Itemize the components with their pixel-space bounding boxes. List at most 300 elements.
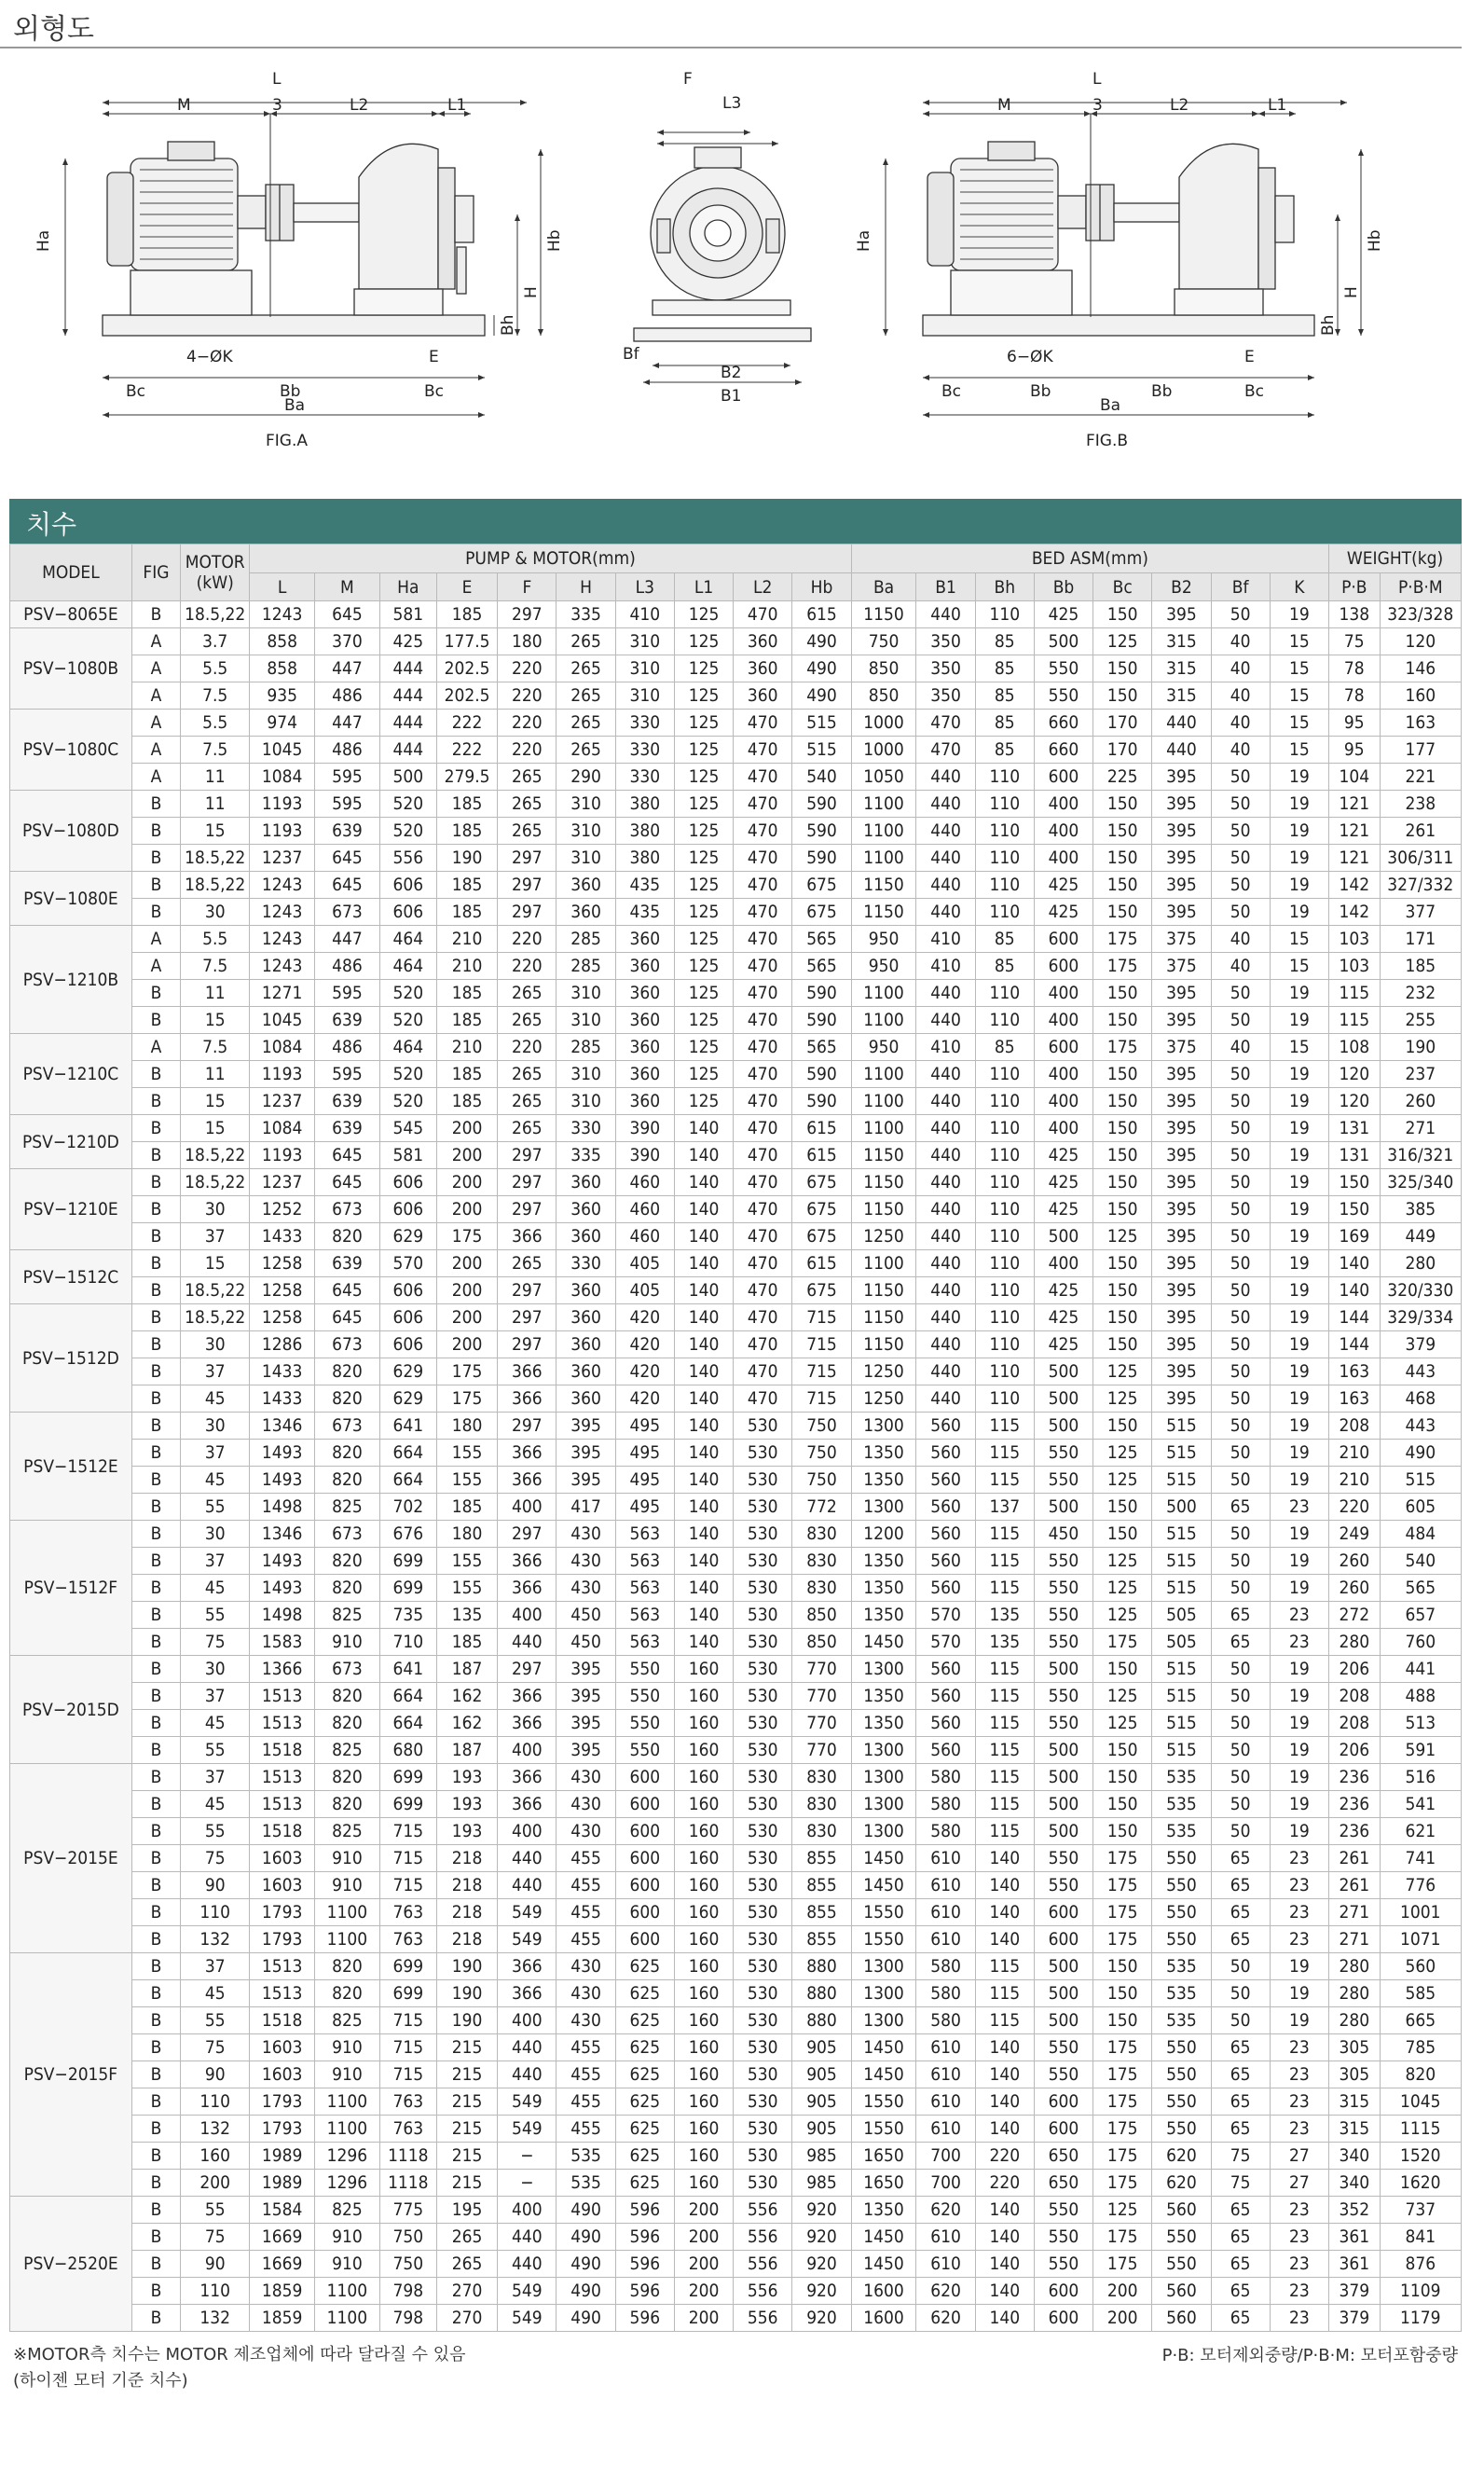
table-cell: 23 bbox=[1270, 2305, 1328, 2332]
table-cell: 1193 bbox=[250, 818, 315, 845]
table-cell: 115 bbox=[975, 1656, 1034, 1683]
header-model: MODEL bbox=[10, 544, 132, 601]
table-cell: 50 bbox=[1211, 818, 1270, 845]
table-cell: 366 bbox=[498, 1575, 556, 1602]
table-cell: 715 bbox=[792, 1304, 851, 1331]
table-cell: 110 bbox=[181, 2278, 250, 2305]
table-cell: 366 bbox=[498, 1980, 556, 2007]
table-cell: 270 bbox=[436, 2305, 497, 2332]
table-cell: 140 bbox=[674, 1277, 733, 1304]
table-cell: 600 bbox=[1034, 2278, 1092, 2305]
table-cell: 162 bbox=[436, 1683, 497, 1710]
table-cell: 460 bbox=[615, 1223, 674, 1250]
table-cell: 140 bbox=[1329, 1250, 1381, 1277]
table-cell: 125 bbox=[674, 845, 733, 872]
table-cell: 530 bbox=[734, 2034, 792, 2061]
table-cell: 115 bbox=[975, 1521, 1034, 1548]
table-cell: 440 bbox=[916, 764, 975, 791]
table-cell: 600 bbox=[1034, 2116, 1092, 2143]
table-cell: 175 bbox=[1093, 1872, 1152, 1899]
table-cell: 175 bbox=[1093, 2170, 1152, 2197]
table-cell: 15 bbox=[1270, 682, 1328, 710]
table-cell: 140 bbox=[674, 1250, 733, 1277]
table-cell: 40 bbox=[1211, 926, 1270, 953]
table-cell: 395 bbox=[1152, 1277, 1211, 1304]
table-cell: 78 bbox=[1329, 655, 1381, 682]
table-row bbox=[10, 2278, 1462, 2305]
table-cell: 110 bbox=[975, 872, 1034, 899]
table-cell: 500 bbox=[1034, 1358, 1092, 1385]
dim-label: Bc bbox=[424, 382, 445, 401]
table-cell: 150 bbox=[1093, 1088, 1152, 1115]
table-cell: B bbox=[131, 2305, 180, 2332]
table-cell: 1300 bbox=[851, 1413, 916, 1440]
table-cell: 202.5 bbox=[436, 655, 497, 682]
table-cell: 200 bbox=[674, 2278, 733, 2305]
table-cell: 1450 bbox=[851, 2061, 916, 2088]
table-cell: 150 bbox=[1093, 682, 1152, 710]
table-cell: B bbox=[131, 1440, 180, 1467]
table-cell: 125 bbox=[1093, 1548, 1152, 1575]
table-row bbox=[10, 1467, 1462, 1494]
table-cell: 549 bbox=[498, 1926, 556, 1953]
table-cell: 110 bbox=[975, 791, 1034, 818]
table-cell: 395 bbox=[1152, 1115, 1211, 1142]
table-cell: 19 bbox=[1270, 1223, 1328, 1250]
table-row bbox=[10, 1629, 1462, 1656]
table-cell: 798 bbox=[379, 2305, 436, 2332]
table-cell: 110 bbox=[975, 1007, 1034, 1034]
table-cell: 19 bbox=[1270, 899, 1328, 926]
table-cell: 55 bbox=[181, 2197, 250, 2224]
table-cell: 18.5,22 bbox=[181, 1304, 250, 1331]
table-cell: 23 bbox=[1270, 1494, 1328, 1521]
table-cell: 140 bbox=[975, 2061, 1034, 2088]
table-cell: 366 bbox=[498, 1358, 556, 1385]
table-cell: 297 bbox=[498, 1331, 556, 1358]
table-cell: B bbox=[131, 980, 180, 1007]
dim-label: Bf bbox=[623, 345, 639, 364]
table-cell: 935 bbox=[250, 682, 315, 710]
table-cell: 75 bbox=[181, 1845, 250, 1872]
table-cell: 115 bbox=[975, 2007, 1034, 2034]
table-cell: 486 bbox=[315, 953, 380, 980]
table-cell: 515 bbox=[1152, 1413, 1211, 1440]
table-cell: 175 bbox=[1093, 1899, 1152, 1926]
table-cell: 30 bbox=[181, 899, 250, 926]
table-cell: 255 bbox=[1380, 1007, 1461, 1034]
table-cell: 500 bbox=[1034, 1980, 1092, 2007]
table-cell: 550 bbox=[615, 1710, 674, 1737]
table-cell: 19 bbox=[1270, 1791, 1328, 1818]
table-cell: 27 bbox=[1270, 2143, 1328, 2170]
table-cell: 550 bbox=[1034, 1872, 1092, 1899]
table-cell: 140 bbox=[674, 1440, 733, 1467]
table-cell: B bbox=[131, 2170, 180, 2197]
table-cell: 18.5,22 bbox=[181, 872, 250, 899]
table-cell: 265 bbox=[556, 655, 615, 682]
table-cell: 163 bbox=[1329, 1358, 1381, 1385]
table-cell: 37 bbox=[181, 1953, 250, 1980]
table-cell: 600 bbox=[615, 1791, 674, 1818]
table-cell: 772 bbox=[792, 1494, 851, 1521]
table-cell: 645 bbox=[315, 1304, 380, 1331]
table-row bbox=[10, 1980, 1462, 2007]
table-cell: 610 bbox=[916, 2034, 975, 2061]
table-cell: 699 bbox=[379, 1980, 436, 2007]
table-cell: 200 bbox=[181, 2170, 250, 2197]
table-cell: 1493 bbox=[250, 1440, 315, 1467]
table-cell: 855 bbox=[792, 1872, 851, 1899]
table-cell: 45 bbox=[181, 1575, 250, 1602]
table-cell: 236 bbox=[1329, 1818, 1381, 1845]
table-cell: 50 bbox=[1211, 1737, 1270, 1764]
table-row bbox=[10, 1007, 1462, 1034]
table-cell: 360 bbox=[556, 1385, 615, 1413]
table-cell: 549 bbox=[498, 2088, 556, 2116]
table-cell: 19 bbox=[1270, 1088, 1328, 1115]
table-cell: 950 bbox=[851, 926, 916, 953]
table-cell: 40 bbox=[1211, 628, 1270, 655]
table-cell: 830 bbox=[792, 1521, 851, 1548]
table-cell: 19 bbox=[1270, 1980, 1328, 2007]
dim-label: L2 bbox=[1170, 96, 1189, 115]
table-cell: 1498 bbox=[250, 1602, 315, 1629]
fig-b-label: FIG.B bbox=[1086, 432, 1129, 450]
table-cell: 1258 bbox=[250, 1250, 315, 1277]
table-cell: 90 bbox=[181, 2061, 250, 2088]
table-cell: 115 bbox=[975, 1413, 1034, 1440]
table-cell: 820 bbox=[315, 1683, 380, 1710]
table-cell: B bbox=[131, 1277, 180, 1304]
table-cell: 150 bbox=[1093, 818, 1152, 845]
table-cell: 606 bbox=[379, 872, 436, 899]
table-cell: 19 bbox=[1270, 1413, 1328, 1440]
table-cell: 140 bbox=[975, 1845, 1034, 1872]
table-cell: 820 bbox=[315, 1710, 380, 1737]
table-cell: 206 bbox=[1329, 1737, 1381, 1764]
table-cell: 1300 bbox=[851, 1818, 916, 1845]
table-cell: 23 bbox=[1270, 2251, 1328, 2278]
table-cell: 1000 bbox=[851, 737, 916, 764]
table-cell: 1346 bbox=[250, 1413, 315, 1440]
table-cell: 19 bbox=[1270, 601, 1328, 628]
table-cell: 171 bbox=[1380, 926, 1461, 953]
dim-label: M bbox=[177, 96, 191, 115]
table-cell: 639 bbox=[315, 1115, 380, 1142]
table-cell: 150 bbox=[1093, 872, 1152, 899]
table-cell: 65 bbox=[1211, 2305, 1270, 2332]
dim-label: E bbox=[429, 348, 439, 366]
table-cell: 830 bbox=[792, 1548, 851, 1575]
table-cell: B bbox=[131, 1521, 180, 1548]
table-cell: 1583 bbox=[250, 1629, 315, 1656]
table-cell: B bbox=[131, 899, 180, 926]
table-cell: 187 bbox=[436, 1656, 497, 1683]
table-cell: 715 bbox=[379, 1818, 436, 1845]
table-cell: 85 bbox=[975, 926, 1034, 953]
table-cell: 75 bbox=[1329, 628, 1381, 655]
table-cell: 750 bbox=[792, 1467, 851, 1494]
table-cell: 1237 bbox=[250, 1088, 315, 1115]
table-cell: 379 bbox=[1329, 2305, 1381, 2332]
table-cell: 150 bbox=[1093, 1737, 1152, 1764]
table-row bbox=[10, 1304, 1462, 1331]
table-cell: 535 bbox=[1152, 1980, 1211, 2007]
table-cell: 600 bbox=[615, 1845, 674, 1872]
table-cell: 140 bbox=[975, 2034, 1034, 2061]
table-cell: 208 bbox=[1329, 1413, 1381, 1440]
table-cell: 360 bbox=[615, 1088, 674, 1115]
table-cell: 550 bbox=[1034, 2224, 1092, 2251]
table-cell: 220 bbox=[498, 655, 556, 682]
table-cell: 595 bbox=[315, 1061, 380, 1088]
table-cell: 500 bbox=[1034, 1385, 1092, 1413]
table-cell: 150 bbox=[1329, 1196, 1381, 1223]
table-cell: 400 bbox=[498, 2007, 556, 2034]
table-cell: 177.5 bbox=[436, 628, 497, 655]
table-cell: 160 bbox=[674, 1710, 733, 1737]
table-cell: 556 bbox=[734, 2251, 792, 2278]
table-cell: 673 bbox=[315, 1331, 380, 1358]
table-cell: 50 bbox=[1211, 1142, 1270, 1169]
table-cell: 19 bbox=[1270, 1467, 1328, 1494]
table-cell: 15 bbox=[1270, 655, 1328, 682]
table-cell: 615 bbox=[792, 1250, 851, 1277]
table-cell: 855 bbox=[792, 1926, 851, 1953]
table-cell: 820 bbox=[315, 1385, 380, 1413]
table-cell: 175 bbox=[436, 1358, 497, 1385]
table-cell: 125 bbox=[1093, 1602, 1152, 1629]
table-cell: 115 bbox=[1329, 1007, 1381, 1034]
table-cell: 115 bbox=[975, 1575, 1034, 1602]
table-row bbox=[10, 1926, 1462, 1953]
column-header: M bbox=[315, 573, 380, 601]
table-cell: 425 bbox=[1034, 601, 1092, 628]
table-cell: 645 bbox=[315, 601, 380, 628]
table-cell: 625 bbox=[615, 2088, 674, 2116]
table-cell: 1045 bbox=[250, 737, 315, 764]
table-cell: 490 bbox=[556, 2278, 615, 2305]
table-row bbox=[10, 737, 1462, 764]
table-cell: 985 bbox=[792, 2143, 851, 2170]
table-cell: 1071 bbox=[1380, 1926, 1461, 1953]
table-cell: 125 bbox=[674, 953, 733, 980]
table-cell: 335 bbox=[556, 1142, 615, 1169]
table-cell: 520 bbox=[379, 818, 436, 845]
model-cell: PSV−1512D bbox=[10, 1304, 132, 1413]
table-cell: 1518 bbox=[250, 2007, 315, 2034]
table-cell: 515 bbox=[1152, 1656, 1211, 1683]
table-cell: 1200 bbox=[851, 1521, 916, 1548]
table-cell: 140 bbox=[674, 1169, 733, 1196]
table-cell: 1045 bbox=[250, 1007, 315, 1034]
table-cell: 470 bbox=[734, 1169, 792, 1196]
table-cell: 330 bbox=[556, 1115, 615, 1142]
table-cell: 370 bbox=[315, 628, 380, 655]
table-cell: 150 bbox=[1093, 1656, 1152, 1683]
table-cell: 470 bbox=[734, 1088, 792, 1115]
table-cell: 160 bbox=[674, 1899, 733, 1926]
table-cell: 570 bbox=[916, 1602, 975, 1629]
table-row bbox=[10, 1656, 1462, 1683]
table-cell: 297 bbox=[498, 1656, 556, 1683]
table-cell: 19 bbox=[1270, 845, 1328, 872]
table-cell: 400 bbox=[498, 1818, 556, 1845]
table-cell: 218 bbox=[436, 1926, 497, 1953]
table-cell: 19 bbox=[1270, 1061, 1328, 1088]
table-cell: 23 bbox=[1270, 2034, 1328, 2061]
table-cell: 600 bbox=[1034, 926, 1092, 953]
table-cell: 700 bbox=[916, 2170, 975, 2197]
table-cell: 360 bbox=[556, 1331, 615, 1358]
table-cell: 920 bbox=[792, 2305, 851, 2332]
table-cell: 530 bbox=[734, 1872, 792, 1899]
table-cell: 1450 bbox=[851, 2034, 916, 2061]
table-cell: 450 bbox=[556, 1629, 615, 1656]
table-cell: 763 bbox=[379, 1926, 436, 1953]
table-cell: 1518 bbox=[250, 1737, 315, 1764]
table-cell: 820 bbox=[315, 1358, 380, 1385]
model-cell: PSV−1210E bbox=[10, 1169, 132, 1250]
table-cell: 1600 bbox=[851, 2278, 916, 2305]
table-cell: 395 bbox=[556, 1710, 615, 1737]
table-cell: 140 bbox=[674, 1196, 733, 1223]
model-cell: PSV−2520E bbox=[10, 2197, 132, 2332]
table-cell: 200 bbox=[674, 2305, 733, 2332]
table-cell: 200 bbox=[436, 1142, 497, 1169]
table-cell: 18.5,22 bbox=[181, 601, 250, 628]
table-cell: 3.7 bbox=[181, 628, 250, 655]
table-row bbox=[10, 1845, 1462, 1872]
table-cell: 625 bbox=[615, 2061, 674, 2088]
table-cell: 30 bbox=[181, 1656, 250, 1683]
table-cell: 15 bbox=[181, 1250, 250, 1277]
table-cell: 447 bbox=[315, 710, 380, 737]
table-cell: 470 bbox=[734, 872, 792, 899]
table-cell: 715 bbox=[379, 2061, 436, 2088]
table-cell: 1100 bbox=[315, 1899, 380, 1926]
table-cell: 515 bbox=[1152, 1737, 1211, 1764]
table-cell: 125 bbox=[674, 926, 733, 953]
table-cell: 1450 bbox=[851, 2224, 916, 2251]
table-cell: 400 bbox=[1034, 1061, 1092, 1088]
table-cell: 625 bbox=[615, 2116, 674, 2143]
table-cell: 50 bbox=[1211, 1791, 1270, 1818]
table-cell: 606 bbox=[379, 1331, 436, 1358]
table-cell: 110 bbox=[181, 2088, 250, 2116]
table-cell: 580 bbox=[916, 1818, 975, 1845]
table-cell: 65 bbox=[1211, 1926, 1270, 1953]
dim-label: Hb bbox=[545, 229, 564, 252]
table-cell: 450 bbox=[556, 1602, 615, 1629]
table-cell: B bbox=[131, 1358, 180, 1385]
table-cell: 271 bbox=[1329, 1926, 1381, 1953]
table-cell: 110 bbox=[975, 1358, 1034, 1385]
table-cell: 425 bbox=[1034, 1304, 1092, 1331]
dim-label: L bbox=[272, 70, 282, 89]
table-cell: 40 bbox=[1211, 1034, 1270, 1061]
table-cell: 375 bbox=[1152, 953, 1211, 980]
table-cell: 905 bbox=[792, 2088, 851, 2116]
table-cell: 395 bbox=[1152, 1169, 1211, 1196]
table-cell: 1115 bbox=[1380, 2116, 1461, 2143]
table-cell: 225 bbox=[1093, 764, 1152, 791]
table-cell: 1300 bbox=[851, 1953, 916, 1980]
table-cell: 910 bbox=[315, 2224, 380, 2251]
table-cell: 150 bbox=[1093, 1115, 1152, 1142]
table-cell: 1450 bbox=[851, 2251, 916, 2278]
table-cell: B bbox=[131, 1899, 180, 1926]
table-cell: 305 bbox=[1329, 2061, 1381, 2088]
dim-label: L1 bbox=[447, 96, 467, 115]
table-cell: 560 bbox=[1152, 2305, 1211, 2332]
table-cell: 125 bbox=[674, 1088, 733, 1115]
table-cell: 664 bbox=[379, 1710, 436, 1737]
table-cell: 125 bbox=[674, 682, 733, 710]
table-cell: 150 bbox=[1093, 1304, 1152, 1331]
table-cell: 200 bbox=[436, 1304, 497, 1331]
table-cell: 1550 bbox=[851, 1899, 916, 1926]
table-cell: 360 bbox=[556, 1196, 615, 1223]
table-cell: 440 bbox=[916, 980, 975, 1007]
table-cell: 125 bbox=[674, 1007, 733, 1034]
table-cell: 825 bbox=[315, 1737, 380, 1764]
table-cell: 190 bbox=[1380, 1034, 1461, 1061]
table-cell: 260 bbox=[1329, 1548, 1381, 1575]
table-cell: 19 bbox=[1270, 1115, 1328, 1142]
table-cell: 560 bbox=[916, 1521, 975, 1548]
table-cell: 673 bbox=[315, 899, 380, 926]
table-row bbox=[10, 1358, 1462, 1385]
table-cell: 160 bbox=[674, 2007, 733, 2034]
table-cell: 50 bbox=[1211, 1304, 1270, 1331]
table-cell: 440 bbox=[916, 845, 975, 872]
table-cell: 19 bbox=[1270, 791, 1328, 818]
table-cell: 395 bbox=[556, 1737, 615, 1764]
table-cell: 185 bbox=[1380, 953, 1461, 980]
table-cell: 1650 bbox=[851, 2143, 916, 2170]
table-cell: 190 bbox=[436, 845, 497, 872]
table-cell: 1433 bbox=[250, 1358, 315, 1385]
table-cell: 310 bbox=[615, 682, 674, 710]
table-cell: 19 bbox=[1270, 1358, 1328, 1385]
table-cell: 210 bbox=[436, 926, 497, 953]
table-row bbox=[10, 2170, 1462, 2197]
model-cell: PSV−1080D bbox=[10, 791, 132, 872]
column-header: Ba bbox=[851, 573, 916, 601]
table-cell: 430 bbox=[556, 2007, 615, 2034]
table-cell: 140 bbox=[674, 1521, 733, 1548]
table-cell: 190 bbox=[436, 2007, 497, 2034]
table-row bbox=[10, 2224, 1462, 2251]
table-cell: 615 bbox=[792, 1142, 851, 1169]
table-cell: 150 bbox=[1093, 791, 1152, 818]
table-cell: 377 bbox=[1380, 899, 1461, 926]
table-cell: 30 bbox=[181, 1521, 250, 1548]
table-cell: 19 bbox=[1270, 1142, 1328, 1169]
table-cell: 40 bbox=[1211, 682, 1270, 710]
table-cell: 1150 bbox=[851, 1304, 916, 1331]
table-cell: 425 bbox=[379, 628, 436, 655]
table-cell: 360 bbox=[615, 1007, 674, 1034]
table-cell: 1350 bbox=[851, 1683, 916, 1710]
table-cell: 910 bbox=[315, 1872, 380, 1899]
table-cell: 215 bbox=[436, 2088, 497, 2116]
table-cell: 125 bbox=[1093, 1223, 1152, 1250]
table-cell: 515 bbox=[792, 737, 851, 764]
table-cell: 515 bbox=[1152, 1710, 1211, 1737]
